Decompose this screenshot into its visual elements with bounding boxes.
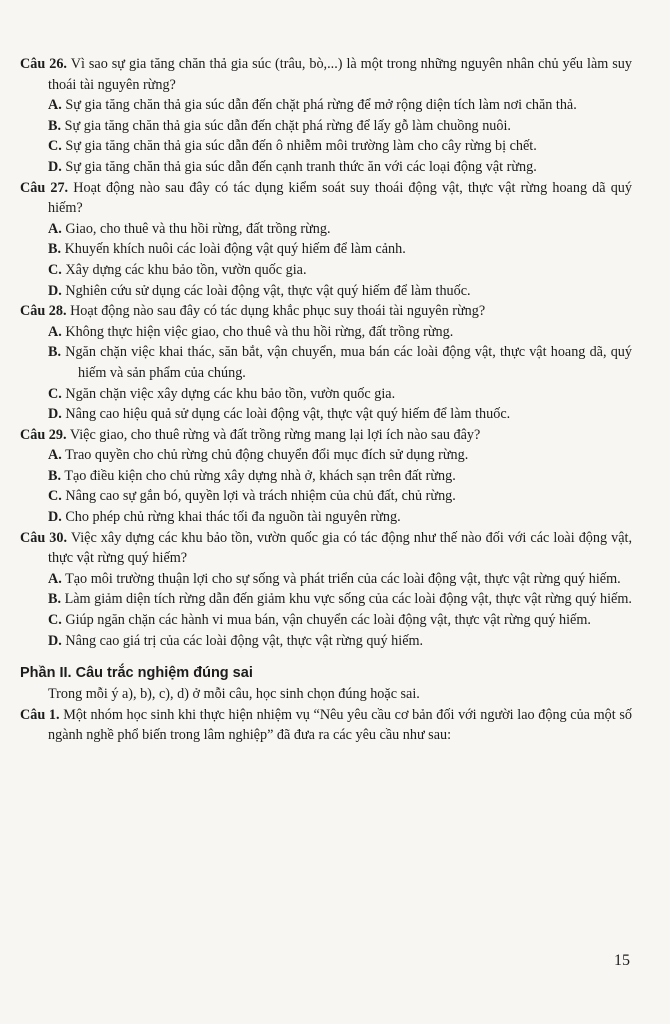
answer-option bbox=[20, 136, 632, 157]
option-label: D. bbox=[48, 406, 62, 423]
question-text: Một nhóm học sinh khi thực hiện nhiệm vụ “Nêu yêu cầu cơ bản đối với người lao động của một số ngành nghề phổ biến trong lâm nghiệp” đã đưa ra các yêu cầu như sau: bbox=[48, 706, 633, 744]
option-label: D. bbox=[48, 158, 62, 175]
option-label: D. bbox=[48, 632, 62, 649]
question-30 bbox=[20, 528, 632, 569]
option-label: A. bbox=[48, 220, 62, 237]
option-text: Sự gia tăng chăn thả gia súc dẫn đến chặt phá rừng để lấy gỗ làm chuồng nuôi. bbox=[64, 117, 511, 134]
question-number: Câu 26. bbox=[20, 56, 67, 72]
section-title: Phần II. Câu trắc nghiệm đúng sai bbox=[20, 665, 253, 682]
option-label: D. bbox=[48, 509, 62, 526]
option-text: Giao, cho thuê và thu hồi rừng, đất trồng rừng. bbox=[65, 220, 331, 237]
answer-option bbox=[20, 260, 632, 281]
option-label: C. bbox=[48, 138, 62, 155]
answer-option bbox=[20, 95, 632, 116]
option-label: B. bbox=[48, 241, 62, 258]
option-label: C. bbox=[48, 612, 62, 629]
option-text: Không thực hiện việc giao, cho thuê và thu hồi rừng, đất trồng rừng. bbox=[65, 323, 454, 340]
option-text: Làm giảm diện tích rừng dẫn đến giảm khu vực sống của các loài động vật, thực vật rừng quý hiếm. bbox=[64, 591, 632, 608]
option-label: B. bbox=[48, 344, 62, 361]
question-number: Câu 28. bbox=[20, 303, 67, 320]
option-label: C. bbox=[48, 488, 62, 505]
option-text: Giúp ngăn chặn các hành vi mua bán, vận chuyển các loài động vật, thực vật rừng quý hiếm. bbox=[65, 612, 591, 629]
answer-option bbox=[20, 610, 632, 631]
question-list bbox=[20, 54, 632, 651]
option-text: Ngăn chặn việc xây dựng các khu bảo tồn, vườn quốc gia. bbox=[65, 385, 396, 402]
answer-option bbox=[20, 631, 632, 652]
question-28 bbox=[20, 301, 632, 322]
question-text: Việc giao, cho thuê rừng và đất trồng rừng mang lại lợi ích nào sau đây? bbox=[69, 426, 481, 443]
question-26 bbox=[20, 54, 632, 95]
option-label: B. bbox=[48, 117, 62, 134]
answer-option bbox=[20, 507, 632, 528]
answer-option bbox=[20, 445, 632, 466]
question-text: Vì sao sự gia tăng chăn thả gia súc (trâu, bò,...) là một trong những nguyên nhân chủ yếu làm suy thoái tài nguyên rừng? bbox=[48, 56, 632, 93]
document-page bbox=[20, 54, 632, 746]
question-29 bbox=[20, 425, 632, 446]
answer-option bbox=[20, 219, 632, 240]
answer-option bbox=[20, 384, 632, 405]
question-number: Câu 30. bbox=[20, 529, 68, 546]
option-text: Tạo điều kiện cho chủ rừng xây dựng nhà ở, khách sạn trên đất rừng. bbox=[64, 467, 456, 484]
question-number: Câu 1. bbox=[20, 706, 60, 723]
option-text: Sự gia tăng chăn thả gia súc dẫn đến chặt phá rừng để mở rộng diện tích làm nơi chăn thả. bbox=[65, 97, 577, 114]
option-text: Trao quyền cho chủ rừng chủ động chuyển đổi mục đích sử dụng rừng. bbox=[65, 447, 469, 464]
option-text: Sự gia tăng chăn thả gia súc dẫn đến cạnh tranh thức ăn với các loại động vật rừng. bbox=[65, 158, 537, 175]
answer-option bbox=[20, 239, 632, 260]
option-text: Cho phép chủ rừng khai thác tối đa nguồn tài nguyên rừng. bbox=[65, 509, 401, 526]
option-text: Nghiên cứu sử dụng các loài động vật, thực vật quý hiếm để làm thuốc. bbox=[65, 282, 471, 299]
question-1 bbox=[20, 705, 632, 746]
option-label: D. bbox=[48, 282, 62, 299]
option-label: A. bbox=[48, 447, 62, 464]
answer-option bbox=[20, 116, 632, 137]
option-text: Ngăn chặn việc khai thác, săn bắt, vận chuyển, mua bán các loài động vật, thực vật hoang dã, quý hiếm và sản phẩm của chúng. bbox=[65, 344, 632, 381]
question-number: Câu 27. bbox=[20, 179, 69, 196]
option-text: Tạo môi trường thuận lợi cho sự sống và phát triển của các loài động vật, thực vật rừng quý hiếm. bbox=[65, 570, 621, 587]
option-text: Nâng cao sự gắn bó, quyền lợi và trách nhiệm của chủ đất, chủ rừng. bbox=[65, 488, 456, 505]
option-text: Nâng cao giá trị của các loài động vật, thực vật rừng quý hiếm. bbox=[65, 632, 424, 649]
section-intro: Trong mỗi ý a), b), c), d) ở mỗi câu, học sinh chọn đúng hoặc sai. bbox=[48, 686, 420, 703]
option-label: C. bbox=[48, 385, 62, 402]
page-number: 15 bbox=[614, 952, 630, 969]
option-text: Xây dựng các khu bảo tồn, vườn quốc gia. bbox=[65, 261, 307, 278]
answer-option bbox=[20, 281, 632, 302]
option-label: A. bbox=[48, 323, 62, 340]
option-text: Sự gia tăng chăn thả gia súc dẫn đến ô nhiễm môi trường làm cho cây rừng bị chết. bbox=[65, 138, 537, 155]
option-label: A. bbox=[48, 97, 62, 114]
option-text: Nâng cao hiệu quả sử dụng các loài động vật, thực vật quý hiếm để làm thuốc. bbox=[65, 406, 511, 423]
answer-option bbox=[20, 322, 632, 343]
answer-option bbox=[20, 342, 632, 383]
option-text: Khuyến khích nuôi các loài động vật quý hiếm để làm cảnh. bbox=[64, 241, 406, 258]
question-number: Câu 29. bbox=[20, 426, 67, 443]
question-text: Việc xây dựng các khu bảo tồn, vườn quốc gia có tác động như thế nào đối với các loài động vật, thực vật rừng quý hiếm? bbox=[48, 529, 633, 567]
option-label: A. bbox=[48, 570, 62, 587]
answer-option bbox=[20, 589, 632, 610]
question-text: Hoạt động nào sau đây có tác dụng khắc phục suy thoái tài nguyên rừng? bbox=[70, 303, 486, 320]
option-label: C. bbox=[48, 261, 62, 278]
answer-option bbox=[20, 486, 632, 507]
question-27 bbox=[20, 178, 632, 219]
question-text: Hoạt động nào sau đây có tác dụng kiểm soát suy thoái động vật, thực vật rừng hoang dã quý hiếm? bbox=[48, 179, 632, 217]
answer-option bbox=[20, 466, 632, 487]
option-label: B. bbox=[48, 467, 62, 484]
answer-option bbox=[20, 404, 632, 425]
answer-option bbox=[20, 569, 632, 590]
option-label: B. bbox=[48, 591, 62, 608]
answer-option bbox=[20, 157, 632, 178]
